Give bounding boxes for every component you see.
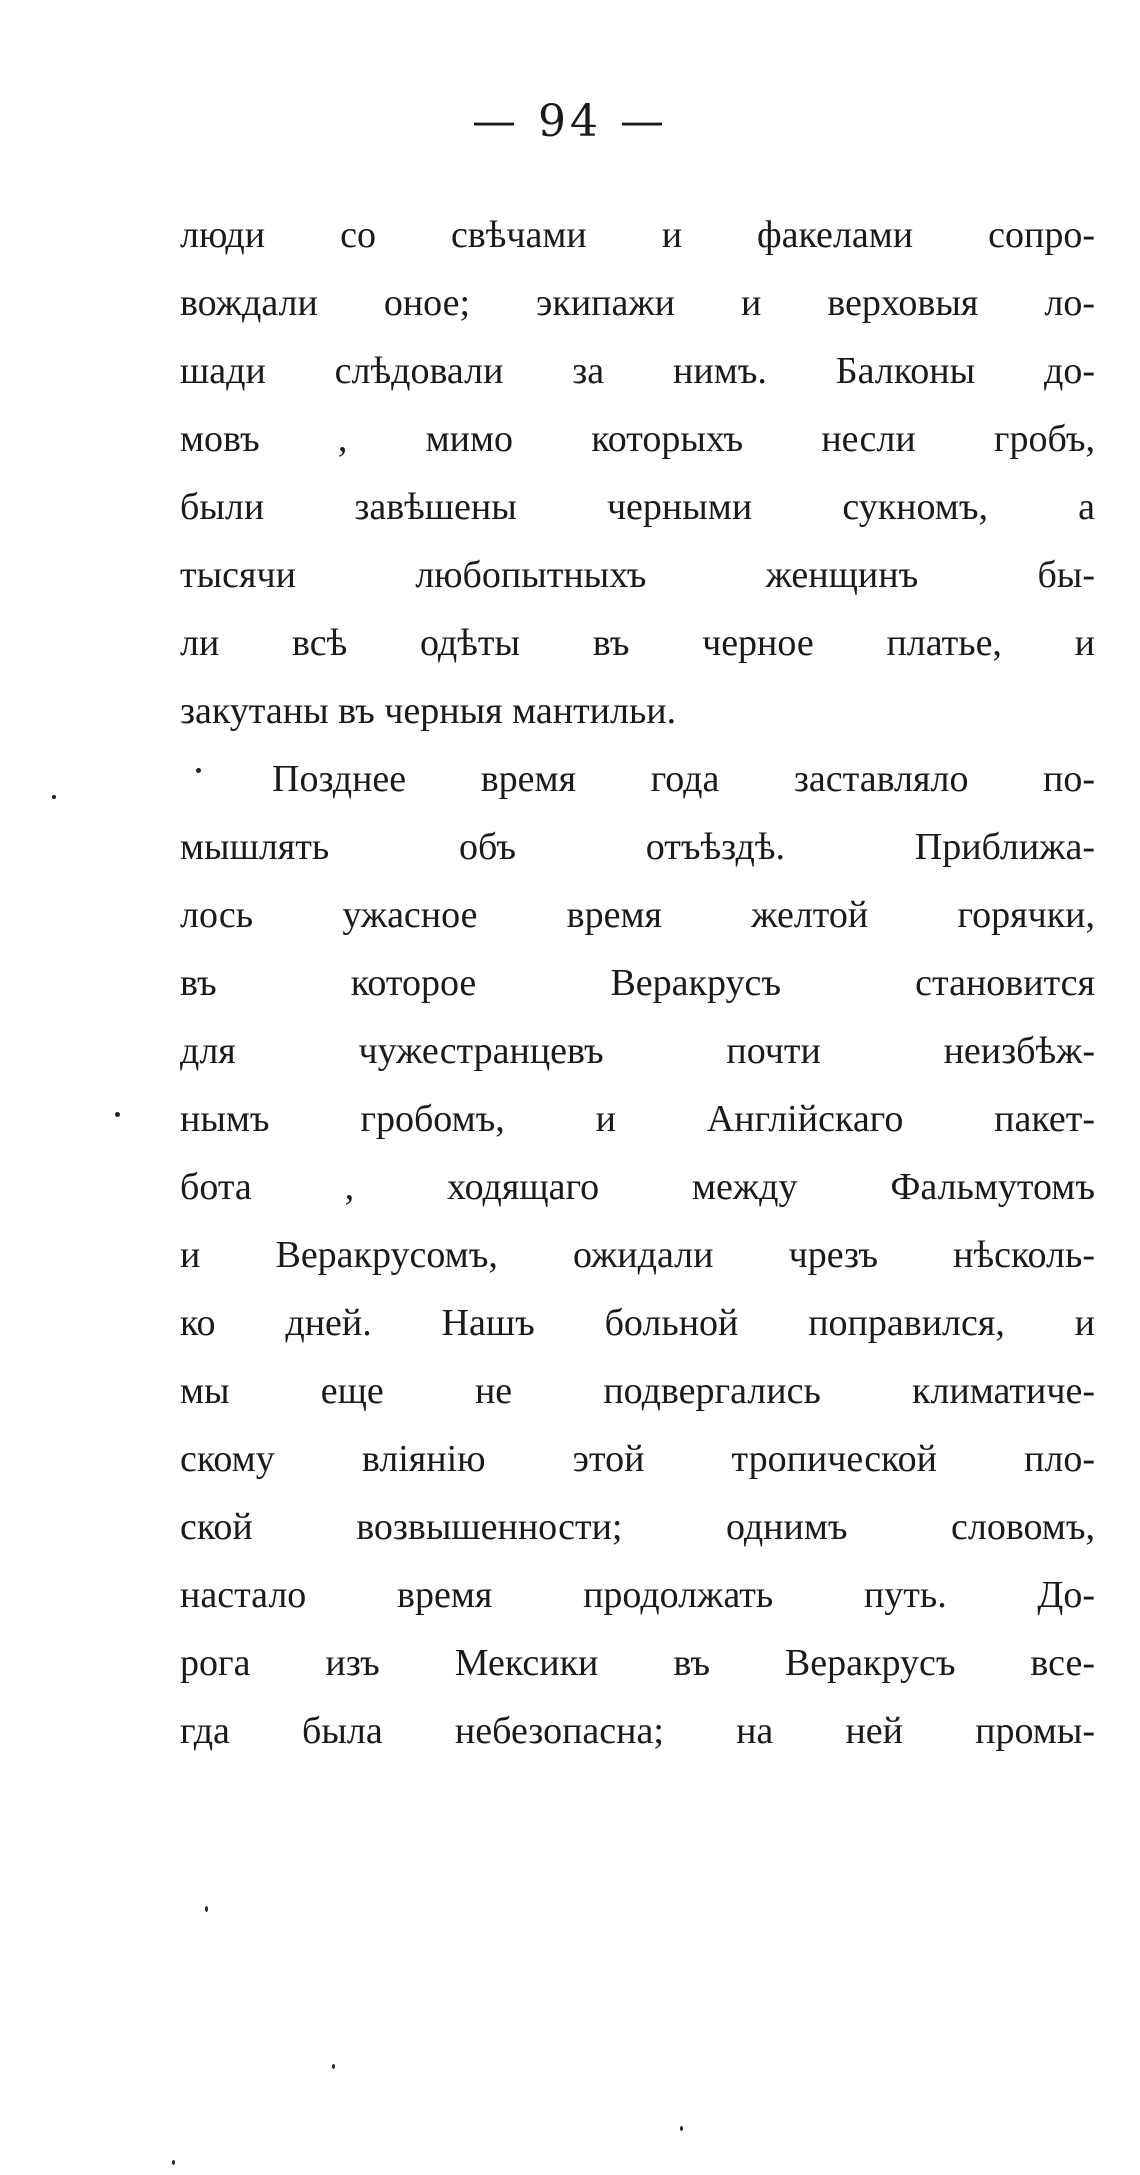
scan-speck [332, 2064, 335, 2069]
text-line: закутаны въ черныя мантильи. [180, 690, 677, 732]
scan-speck [115, 1112, 120, 1117]
text-line: мовъ , мимо которыхъ несли гробъ, [180, 418, 1095, 460]
text-line: въ которое Веракрусъ становится [180, 962, 1095, 1004]
text-line: и Веракрусомъ, ожидали чрезъ нѣсколь- [180, 1234, 1095, 1276]
page-number: — 94 — [472, 96, 668, 147]
scan-speck [172, 2160, 175, 2165]
text-line: ли всѣ одѣты въ черное платье, и [180, 622, 1095, 664]
text-line: Позднее время года заставляло по- [272, 758, 1095, 800]
scan-speck [205, 1906, 208, 1912]
text-line: мышлять объ отъѣздѣ. Приближа- [180, 826, 1095, 868]
scan-speck [680, 2126, 683, 2131]
text-line: рога изъ Мексики въ Веракрусъ все- [180, 1642, 1095, 1684]
text-line: скому вліянію этой тропической пло- [180, 1438, 1095, 1480]
scan-speck [196, 768, 201, 773]
text-line: лось ужасное время желтой горячки, [180, 894, 1095, 936]
text-line: шади слѣдовали за нимъ. Балконы до- [180, 350, 1095, 392]
text-line: ко дней. Нашъ больной поправился, и [180, 1302, 1095, 1344]
text-line: были завѣшены черными сукномъ, а [180, 486, 1095, 528]
text-line: настало время продолжать путь. До- [180, 1574, 1095, 1616]
text-line: ской возвышенности; однимъ словомъ, [180, 1506, 1095, 1548]
text-line: бота , ходящаго между Фальмутомъ [180, 1166, 1095, 1208]
text-line: люди со свѣчами и факелами сопро- [180, 214, 1095, 256]
text-line: вождали оное; экипажи и верховыя ло- [180, 282, 1095, 324]
scan-speck [52, 795, 56, 799]
text-line: нымъ гробомъ, и Англійскаго пакет- [180, 1098, 1095, 1140]
text-line: тысячи любопытныхъ женщинъ бы- [180, 554, 1095, 596]
text-line: для чужестранцевъ почти неизбѣж- [180, 1030, 1095, 1072]
text-line: мы еще не подвергались климатиче- [180, 1370, 1095, 1412]
text-line: гда была небезопасна; на ней промы- [180, 1710, 1095, 1752]
